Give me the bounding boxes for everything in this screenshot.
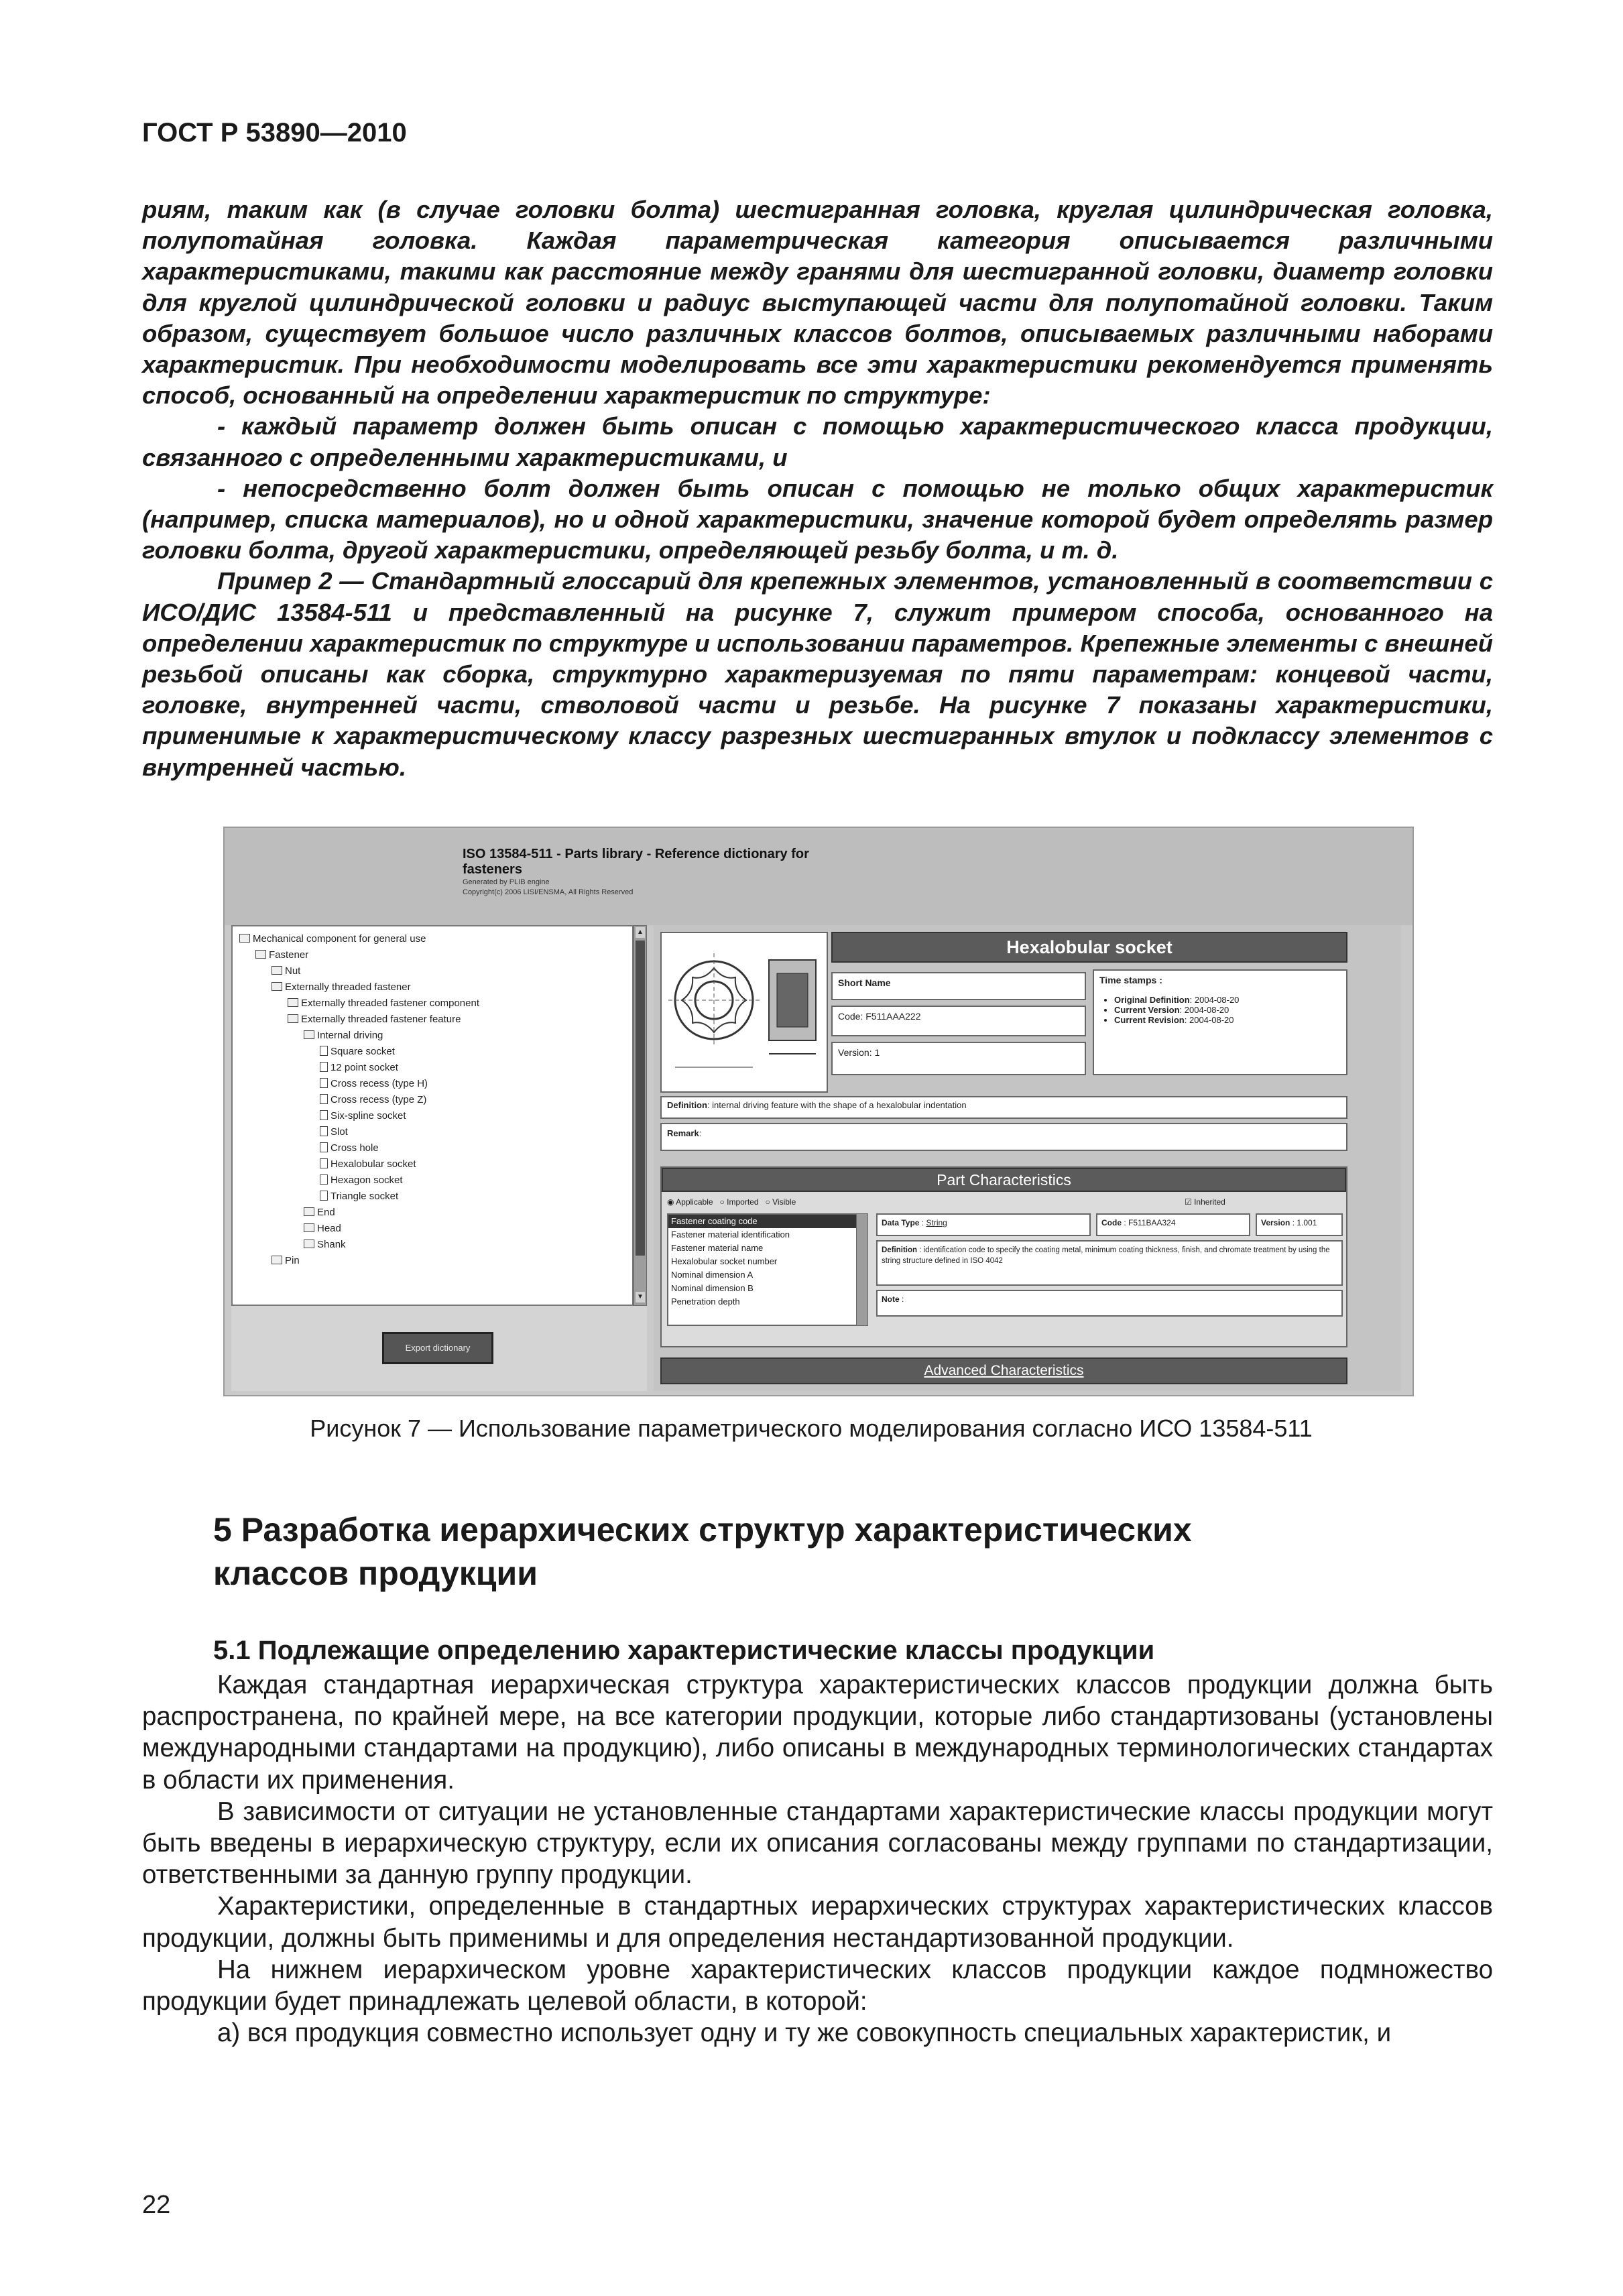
intro-paragraph-3: - непосредственно болт должен быть описан с помощью не только общих характеристик (например, списка материалов), но и одной характеристики, значение которой будет определять размер головки болта, другой характеристики, определяющей резьбу болта, и т. д.	[142, 474, 1493, 564]
intro-paragraph-1: риям, таким как (в случае головки болта) шестигранная головка, круглая цилиндрическая головка, полупотайная головка. Каждая параметрическая категория описывается различными характеристиками, такими как расстояние между гранями для шестигранной головки, диаметр головки для круглой цилиндрической головки и радиус выступающей части для полупотайной головки. Таким образом, существует большое число различных классов болтов, описываемых различными наборами характеристик. При необходимости моделировать все эти характеристики рекомендуется применять способ, основанный на определении характеристик по структуре:	[142, 196, 1493, 410]
tree-item[interactable]	[272, 964, 300, 979]
document-icon	[320, 1078, 328, 1088]
characteristics-list[interactable]	[667, 1213, 868, 1326]
tree-item[interactable]	[272, 1254, 300, 1268]
body-paragraph-5: а) вся продукция совместно использует одну и ту же совокупность специальных характеристик, и	[217, 2018, 1392, 2048]
document-icon	[320, 1142, 328, 1152]
code-value: F511AAA222	[865, 1011, 921, 1022]
note-field: Note :	[876, 1290, 1343, 1317]
tree-item-label: Pin	[285, 1255, 300, 1266]
remark-label: Remark	[667, 1128, 699, 1138]
definition-label: Definition	[667, 1100, 707, 1110]
timestamps-label: Time stamps :	[1099, 975, 1162, 985]
characteristic-item[interactable]: Fastener material name	[671, 1243, 764, 1253]
characteristic-item[interactable]: Fastener coating code	[668, 1215, 867, 1228]
export-dictionary-button[interactable]: Export dictionary	[382, 1332, 493, 1364]
characteristics-scrollbar[interactable]	[856, 1213, 868, 1326]
figure-caption: Рисунок 7 — Использование параметрического моделирования согласно ИСО 13584-511	[310, 1414, 1313, 1442]
section-5-title	[213, 1508, 1420, 1595]
folder-icon	[272, 982, 282, 991]
tree-item-label: Fastener	[269, 949, 309, 961]
char-version-label: Version	[1261, 1218, 1290, 1227]
code-label: Code	[838, 1011, 861, 1022]
document-icon	[320, 1174, 328, 1185]
data-type-label: Data Type	[882, 1218, 920, 1227]
tree-item[interactable]	[304, 1237, 346, 1252]
tree-item-label: Hexagon socket	[330, 1174, 403, 1186]
remark-field: Remark:	[660, 1123, 1347, 1151]
char-version-value: 1.001	[1297, 1218, 1317, 1227]
socket-drawing-icon	[662, 933, 827, 1091]
version-field: Version: 1	[831, 1042, 1086, 1075]
characteristic-item[interactable]: Penetration depth	[671, 1296, 740, 1307]
radio-visible[interactable]: ○ Visible	[765, 1197, 796, 1207]
char-definition-field: Definition : identification code to specify the coating metal, minimum coating thickness, finish, and chromate treatment by using the string structure defined in ISO 4042	[876, 1240, 1343, 1286]
data-type-value[interactable]: String	[926, 1218, 947, 1227]
class-tree[interactable]	[231, 925, 634, 1306]
advanced-characteristics-bar[interactable]: Advanced Characteristics	[660, 1357, 1347, 1384]
folder-icon	[255, 950, 266, 959]
figure-7-screenshot	[223, 827, 1414, 1396]
body-paragraph-3: Характеристики, определенные в стандартных иерархических структурах характеристических классов продукции, должны быть применимы и для определения нестандартизованной продукции.	[142, 1892, 1493, 1953]
tree-item[interactable]	[320, 1061, 398, 1075]
body-paragraph-1: Каждая стандартная иерархическая структура характеристических классов продукции должна быть распространена, по крайней мере, на все категории продукции, которые либо стандартизованы (установлены международными стандартами на продукцию), либо описаны в международных терминологических стандартах в области их применения.	[142, 1671, 1493, 1795]
intro-paragraph-4: Пример 2 — Стандартный глоссарий для крепежных элементов, установленный в соответствии с ИСО/ДИС 13584-511 и представленный на рисунке 7, служит примером способа, основанного на определении характеристик по структуре и использовании параметров. Крепежные элементы с внешней резьбой описаны как сборка, структурно характеризуемая по пяти параметрам: концевой части, головке, внутренней части, стволовой части и резьбе. На рисунке 7 показаны характеристики, применимые к характеристическому классу разрезных шестигранных втулок и подклассу элементов с внутренней частью.	[142, 567, 1493, 781]
intro-italic-text	[142, 194, 1493, 783]
tree-item-label: Six-spline socket	[330, 1110, 406, 1122]
part-characteristics-title: Part Characteristics	[662, 1168, 1346, 1192]
char-code-field: Code : F511BAA324	[1096, 1213, 1250, 1236]
timestamp-current-version: • Current Version: 2004-08-20	[1114, 1005, 1341, 1015]
scroll-up-icon[interactable]: ▲	[636, 927, 645, 938]
version-value: 1	[874, 1047, 880, 1058]
char-code-label: Code	[1101, 1218, 1122, 1227]
short-name-field	[831, 972, 1086, 1000]
part-characteristics-panel	[660, 1166, 1347, 1347]
tree-item[interactable]	[320, 1093, 426, 1107]
document-icon	[320, 1094, 328, 1104]
tree-item[interactable]	[304, 1028, 383, 1043]
tree-item-label: End	[317, 1207, 335, 1218]
timestamp-current-revision: • Current Revision: 2004-08-20	[1114, 1015, 1341, 1025]
item-title-bar: Hexalobular socket	[831, 932, 1347, 963]
document-icon	[320, 1062, 328, 1072]
tree-item[interactable]	[320, 1157, 416, 1172]
char-version-field: Version : 1.001	[1256, 1213, 1343, 1236]
tree-item-label: Mechanical component for general use	[253, 933, 426, 945]
tree-item-label: Cross hole	[330, 1142, 379, 1154]
tree-item-label: Cross recess (type Z)	[330, 1094, 427, 1105]
document-icon	[320, 1110, 328, 1120]
tree-item[interactable]	[320, 1125, 348, 1140]
version-label: Version	[838, 1047, 869, 1058]
note-label: Note	[882, 1294, 900, 1304]
char-definition-label: Definition	[882, 1246, 918, 1254]
tree-item[interactable]	[320, 1044, 395, 1059]
tree-item-label: Internal driving	[317, 1030, 383, 1041]
tree-item[interactable]	[304, 1205, 335, 1220]
tree-item-label: Externally threaded fastener feature	[301, 1014, 461, 1025]
char-definition-value: identification code to specify the coating metal, minimum coating thickness, finish, and chromate treatment by using the string structure defined in ISO 4042	[882, 1246, 1330, 1265]
folder-icon	[272, 966, 282, 975]
page-number: 22	[142, 2191, 171, 2219]
timestamps-box	[1093, 969, 1347, 1075]
body-paragraph-4: На нижнем иерархическом уровне характеристических классов продукции каждое подмножество продукции будет принадлежать целевой области, в которой:	[142, 1955, 1493, 2016]
definition-value: internal driving feature with the shape of a hexalobular indentation	[712, 1100, 967, 1110]
code-field: Code: F511AAA222	[831, 1006, 1086, 1036]
tree-item-label: Externally threaded fastener component	[301, 998, 479, 1009]
folder-icon	[304, 1240, 314, 1248]
characteristic-item[interactable]: Nominal dimension A	[671, 1270, 754, 1280]
tree-item[interactable]	[304, 1221, 341, 1236]
document-icon	[320, 1126, 328, 1136]
checkbox-inherited[interactable]: ☑ Inherited	[1185, 1197, 1225, 1207]
figure-banner	[225, 828, 1412, 925]
banner-generated: Generated by PLIB engine	[463, 878, 550, 886]
banner-title-box	[463, 847, 838, 914]
tree-scrollbar[interactable]	[634, 925, 647, 1306]
tree-item-label: Slot	[330, 1126, 348, 1138]
subsection-5-1-title: 5.1 Подлежащие определению характеристические классы продукции	[213, 1636, 1155, 1665]
timestamp-original: • Original Definition: 2004-08-20	[1114, 995, 1341, 1005]
folder-icon	[304, 1223, 314, 1232]
document-icon	[320, 1046, 328, 1056]
tree-item[interactable]	[320, 1141, 379, 1156]
timestamps-list	[1114, 995, 1341, 1025]
tree-item-label: Triangle socket	[330, 1191, 399, 1202]
tree-item[interactable]	[288, 996, 479, 1011]
section-title-line-1: 5 Разработка иерархических структур характеристических	[213, 1511, 1192, 1549]
folder-icon	[304, 1207, 314, 1216]
banner-title: ISO 13584-511 - Parts library - Reference dictionary for fasteners	[463, 847, 809, 877]
filter-options	[667, 1197, 796, 1207]
char-code-value: F511BAA324	[1128, 1218, 1176, 1227]
tree-item[interactable]	[272, 980, 411, 995]
tree-item[interactable]	[320, 1173, 403, 1188]
folder-icon	[304, 1030, 314, 1039]
tree-item-label: Externally threaded fastener	[285, 981, 411, 993]
folder-icon	[239, 934, 250, 943]
scroll-thumb[interactable]	[636, 941, 645, 1256]
tree-item[interactable]	[320, 1109, 406, 1124]
tree-item-label: Hexalobular socket	[330, 1158, 416, 1170]
page-header-standard: ГОСТ Р 53890—2010	[142, 118, 407, 147]
scroll-down-icon[interactable]: ▼	[636, 1292, 645, 1303]
tree-item[interactable]	[255, 948, 308, 963]
tree-item-label: Nut	[285, 965, 301, 977]
folder-icon	[288, 998, 298, 1007]
tree-item[interactable]	[320, 1077, 428, 1091]
characteristic-item[interactable]: Fastener material identification	[671, 1229, 790, 1240]
folder-icon	[272, 1256, 282, 1264]
tree-item[interactable]	[320, 1189, 398, 1204]
left-panel	[231, 925, 647, 1391]
short-name-label: Short Name	[838, 977, 891, 988]
body-paragraph-2: В зависимости от ситуации не установленные стандартами характеристические классы продукции могут быть введены в иерархическую структуру, если их описания согласованы между группами по стандартизации, ответственными за данную группу продукции.	[142, 1797, 1493, 1890]
characteristic-item[interactable]: Nominal dimension B	[671, 1283, 754, 1293]
radio-applicable[interactable]: ◉ Applicable	[667, 1197, 713, 1207]
tree-item-label: Cross recess (type H)	[330, 1078, 428, 1089]
section-title-line-2: классов продукции	[213, 1555, 538, 1592]
document-icon	[320, 1158, 328, 1168]
section-body-text	[142, 1669, 1493, 2049]
tree-item-label: 12 point socket	[330, 1062, 398, 1073]
socket-drawing	[660, 932, 828, 1093]
characteristic-item[interactable]: Hexalobular socket number	[671, 1256, 778, 1266]
tree-item-label: Square socket	[330, 1046, 395, 1057]
radio-imported[interactable]: ○ Imported	[719, 1197, 759, 1207]
folder-icon	[288, 1014, 298, 1023]
document-icon	[320, 1191, 328, 1201]
tree-item-label: Head	[317, 1223, 341, 1234]
data-type-field: Data Type : String	[876, 1213, 1091, 1236]
tree-item[interactable]	[288, 1012, 461, 1027]
tree-item[interactable]	[239, 932, 426, 947]
intro-paragraph-2: - каждый параметр должен быть описан с помощью характеристического класса продукции, связанного с определенными характеристиками, и	[142, 412, 1493, 471]
tree-item-label: Shank	[317, 1239, 346, 1250]
banner-copyright: Copyright(c) 2006 LISI/ENSMA, All Rights Reserved	[463, 888, 634, 896]
right-panel	[654, 925, 1401, 1391]
definition-field: Definition: internal driving feature with the shape of a hexalobular indentation	[660, 1096, 1347, 1119]
